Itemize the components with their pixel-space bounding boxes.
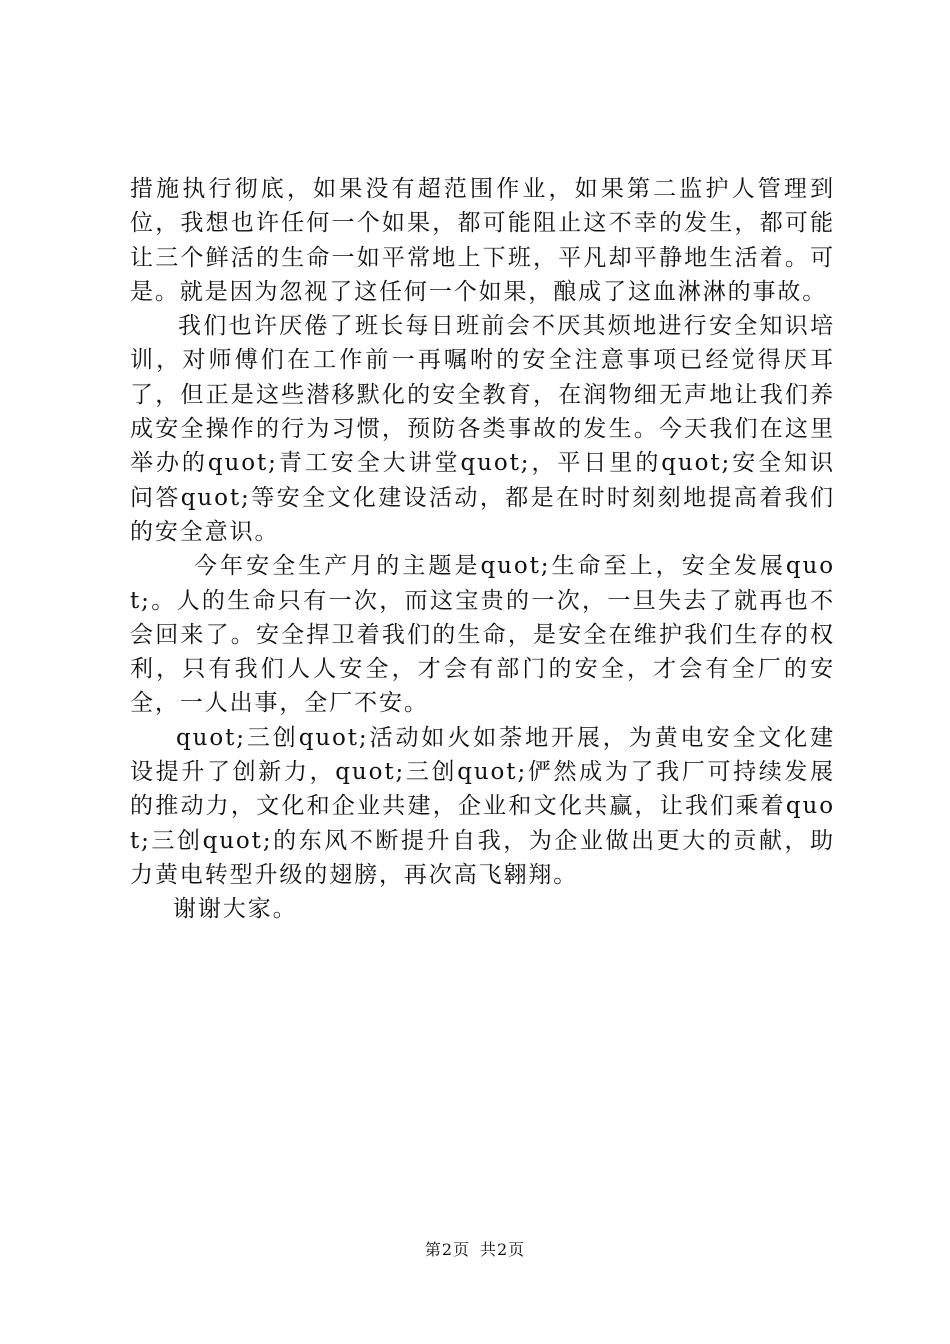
paragraph-continuation: 措施执行彻底，如果没有超范围作业，如果第二监护人管理到位，我想也许任何一个如果，都可能阻止这不幸的发生，都可能让三个鲜活的生命一如平常地上下班，平凡却平静地生活着。可是。就是因为忽视了这任何一个如果，酿成了这血淋淋的事故。	[130, 176, 835, 305]
paragraph-safety-month-theme: 今年安全生产月的主题是quot;生命至上，安全发展quot;。人的生命只有一次，而这宝贵的一次，一旦失去了就再也不会回来了。安全捍卫着我们的生命，是安全在维护我们生存的权利，只有我们人人安全，才会有部门的安全，才会有全厂的安全，一人出事，全厂不安。	[130, 553, 835, 717]
paragraph-san-chuang: quot;三创quot;活动如火如荼地开展，为黄电安全文化建设提升了创新力，quot;三创quot;俨然成为了我厂可持续发展的推动力，文化和企业共建，企业和文化共赢，让我们乘着quot;三创quot;的东风不断提升自我，为企业做出更大的贡献，助力黄电转型升级的翅膀，再次高飞翱翔。	[130, 724, 835, 888]
document-body	[130, 172, 835, 927]
paragraph-thanks: 谢谢大家。	[173, 896, 298, 923]
page-footer	[0, 1240, 950, 1260]
paragraph-safety-training: 我们也许厌倦了班长每日班前会不厌其烦地进行安全知识培训，对师傅们在工作前一再嘱咐的安全注意事项已经觉得厌耳了，但正是这些潜移默化的安全教育，在润物细无声地让我们养成安全操作的行为习惯，预防各类事故的发生。今天我们在这里举办的quot;青工安全大讲堂quot;，平日里的quot;安全知识问答quot;等安全文化建设活动，都是在时时刻刻地提高着我们的安全意识。	[130, 313, 835, 545]
page-total: 共2页	[480, 1240, 526, 1259]
page-number: 第2页	[424, 1240, 470, 1259]
